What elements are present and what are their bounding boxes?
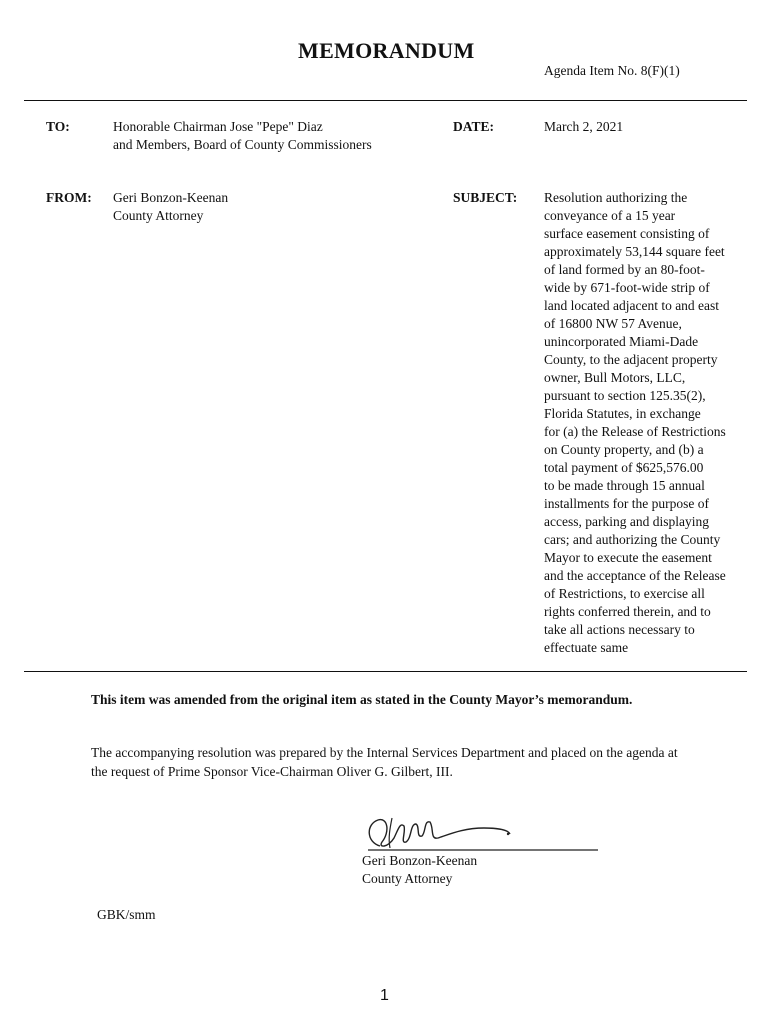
subject-text: Resolution authorizing the conveyance of a 15 year surface easement consisting of approximately 53,144 square feet of land formed by an 80-foot- wide by 671-foot-wide strip of land located adjacent to and east of 16800 NW 57 Avenue, unincorporated Miami-Dade County, to the adjacent property owner, Bull Motors, LLC, pursuant to section 125.35(2), Florida Statutes, in exchange for (a) the Release of Restrictions on County property, and (b) a total payment of $625,576.00 to be made through 15 annual installments for the purpose of access, parking and displaying cars; and authorizing the County Mayor to execute the easement and the acceptance of the Release of Restrictions, to exercise all rights conferred therein, and to take all actions necessary to effectuate same bbox=[544, 190, 726, 655]
from-label: FROM: bbox=[46, 190, 92, 205]
amended-note: This item was amended from the original item as stated in the County Mayor’s memorandum. bbox=[91, 692, 633, 707]
subject-label: SUBJECT: bbox=[453, 190, 518, 205]
to-label: TO: bbox=[46, 119, 70, 134]
date-value: March 2, 2021 bbox=[544, 119, 624, 134]
typist-initials: GBK/smm bbox=[97, 907, 156, 922]
signer-title: County Attorney bbox=[362, 871, 453, 886]
to-recipient-line1: Honorable Chairman Jose "Pepe" Diaz bbox=[113, 119, 323, 134]
signature-mark bbox=[360, 812, 610, 857]
agenda-item-number: Agenda Item No. 8(F)(1) bbox=[544, 63, 680, 78]
from-title: County Attorney bbox=[113, 208, 204, 223]
signer-name: Geri Bonzon-Keenan bbox=[362, 853, 478, 868]
memo-title: MEMORANDUM bbox=[298, 38, 475, 63]
body-paragraph: The accompanying resolution was prepared by the Internal Services Department and placed on the agenda at the request of Prime Sponsor Vice-Chairman Oliver G. Gilbert, III. bbox=[91, 745, 678, 779]
from-name: Geri Bonzon-Keenan bbox=[113, 190, 229, 205]
page-number: 1 bbox=[380, 987, 389, 1004]
to-recipient-line2: and Members, Board of County Commissioners bbox=[113, 137, 372, 152]
date-label: DATE: bbox=[453, 119, 495, 134]
header-divider bbox=[24, 100, 747, 101]
subject-divider bbox=[24, 671, 747, 672]
